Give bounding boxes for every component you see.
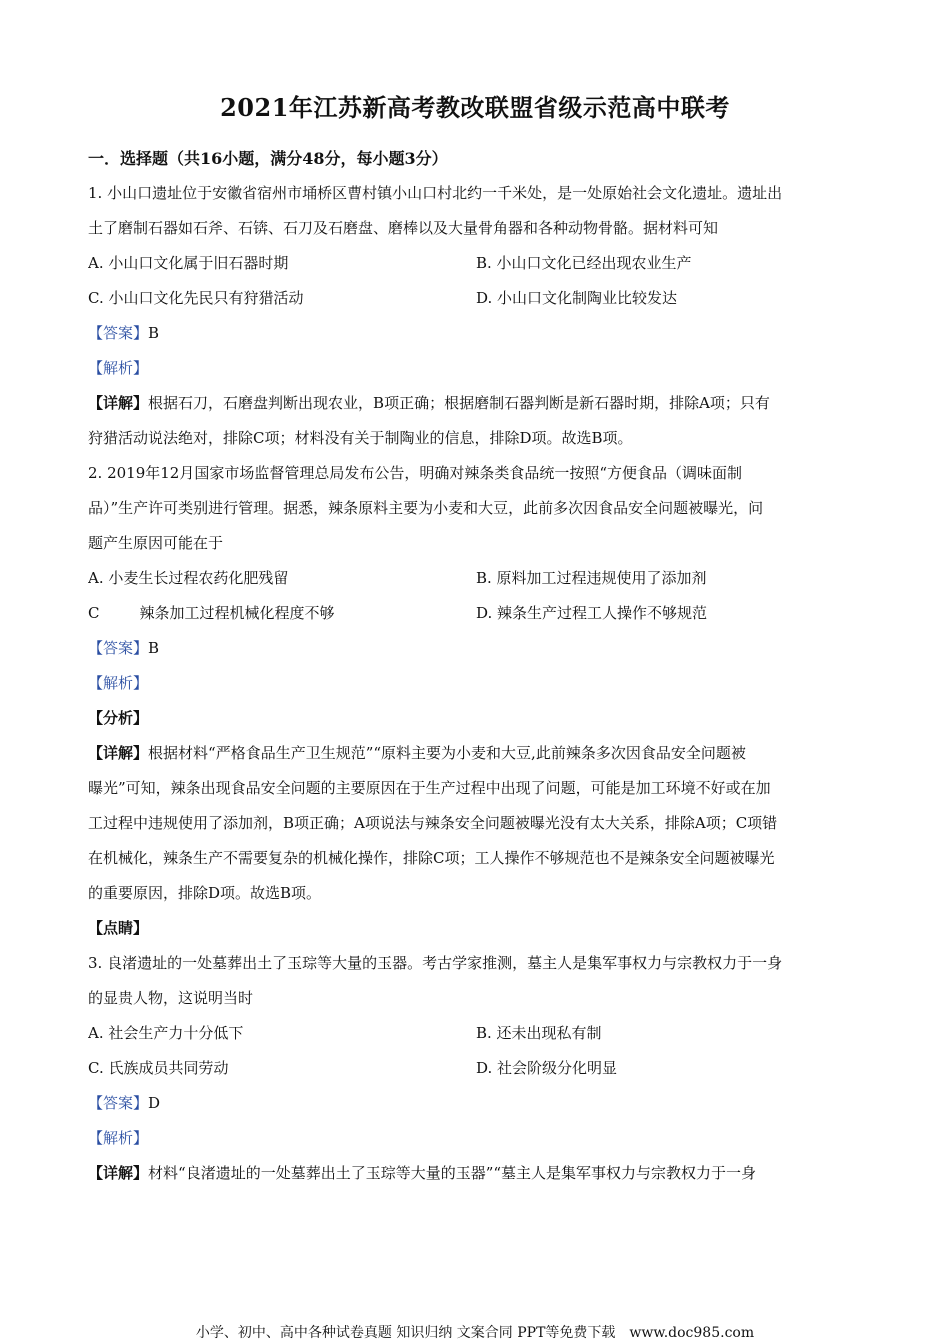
answer-line: 【答案】D <box>88 1094 161 1112</box>
footer-url[interactable]: www.doc985.com <box>629 1325 755 1341</box>
analysis-label: 解析 <box>103 359 134 377</box>
detail-line: 的重要原因，排除D项。故选B项。 <box>88 884 322 902</box>
option-b: B. 原料加工过程违规使用了添加剂 <box>476 569 707 587</box>
detail-line: 曝光”可知，辣条出现食品安全问题的主要原因在于生产过程中出现了问题，可能是加工环境不好或在加 <box>88 779 771 797</box>
question-stem-line: 3. 良渚遗址的一处墓葬出土了玉琮等大量的玉器。考古学家推测，墓主人是集军事权力与宗教权力于一身 <box>88 954 783 972</box>
options-row <box>88 246 868 281</box>
question-stem-line: 土了磨制石器如石斧、石锛、石刀及石磨盘、磨棒以及大量骨角器和各种动物骨骼。据材料可知 <box>88 219 719 237</box>
detail-line: 【详解】根据石刀，石磨盘判断出现农业，B项正确；根据磨制石器判断是新石器时期，排除A项；只有 <box>88 394 770 412</box>
question-stem-line: 2. 2019年12月国家市场监督管理总局发布公告，明确对辣条类食品统一按照“方便食品（调味面制 <box>88 464 743 482</box>
option-d: D. 小山口文化制陶业比较发达 <box>476 289 678 307</box>
analysis-label: 解析 <box>103 1129 134 1147</box>
option-c-text: 辣条加工过程机械化程度不够 <box>139 604 335 622</box>
options-row <box>88 1051 868 1086</box>
detail-text: 根据石刀，石磨盘判断出现农业，B项正确；根据磨制石器判断是新石器时期，排除A项；只有 <box>148 394 770 412</box>
option-c: C. 氏族成员共同劳动 <box>88 1059 229 1077</box>
fenxi-line: 【分析】 <box>88 709 149 727</box>
option-a: A. 小麦生长过程农药化肥残留 <box>88 569 289 587</box>
option-c-letter: C <box>88 604 100 622</box>
question-3 <box>88 946 868 1191</box>
detail-line: 工过程中违规使用了添加剂，B项正确；A项说法与辣条安全问题被曝光没有太大关系，排除A项；C项错 <box>88 814 778 832</box>
detail-text: 材料“良渚遗址的一处墓葬出土了玉琮等大量的玉器”“墓主人是集军事权力与宗教权力于一身 <box>148 1164 757 1182</box>
options-row <box>88 561 868 596</box>
question-stem-line: 品）”生产许可类别进行管理。据悉，辣条原料主要为小麦和大豆，此前多次因食品安全问题被曝光，问 <box>88 499 764 517</box>
question-stem-line: 题产生原因可能在于 <box>88 534 224 552</box>
option-c: C. 小山口文化先民只有狩猎活动 <box>88 289 304 307</box>
answer-label: 答案 <box>103 324 134 342</box>
option-c <box>88 596 476 631</box>
question-list <box>88 176 868 1191</box>
fenxi-label: 分析 <box>103 709 134 727</box>
question-stem-line: 的显贵人物，这说明当时 <box>88 989 254 1007</box>
detail-line: 在机械化，辣条生产不需要复杂的机械化操作，排除C项；工人操作不够规范也不是辣条安全问题被曝光 <box>88 849 775 867</box>
detail-line: 【详解】根据材料“严格食品生产卫生规范”“原料主要为小麦和大豆,此前辣条多次因食品安全问题被 <box>88 744 746 762</box>
analysis-label: 解析 <box>103 674 134 692</box>
question-1 <box>88 176 868 456</box>
detail-label: 详解 <box>103 1164 134 1182</box>
question-2 <box>88 456 868 946</box>
option-d: D. 社会阶级分化明显 <box>476 1059 618 1077</box>
options-row <box>88 1016 868 1051</box>
analysis-line: 【解析】 <box>88 674 149 692</box>
option-b: B. 还未出现私有制 <box>476 1024 602 1042</box>
section-heading: 一．选择题（共16小题，满分48分，每小题3分） <box>88 149 448 168</box>
answer-line: 【答案】B <box>88 324 160 342</box>
option-b: B. 小山口文化已经出现农业生产 <box>476 254 692 272</box>
footer-text: 小学、初中、高中各种试卷真题 知识归纳 文案合同 PPT等免费下载 <box>195 1325 616 1341</box>
answer-line: 【答案】B <box>88 639 160 657</box>
dianjing-line: 【点睛】 <box>88 919 149 937</box>
analysis-line: 【解析】 <box>88 359 149 377</box>
detail-text: 根据材料“严格食品生产卫生规范”“原料主要为小麦和大豆,此前辣条多次因食品安全问题被 <box>148 744 746 762</box>
dianjing-label: 点睛 <box>103 919 134 937</box>
detail-line: 【详解】材料“良渚遗址的一处墓葬出土了玉琮等大量的玉器”“墓主人是集军事权力与宗教权力于一身 <box>88 1164 757 1182</box>
detail-label: 详解 <box>103 394 134 412</box>
detail-line: 狩猎活动说法绝对，排除C项；材料没有关于制陶业的信息，排除D项。故选B项。 <box>88 429 633 447</box>
option-d: D. 辣条生产过程工人操作不够规范 <box>476 604 708 622</box>
options-row <box>88 281 868 316</box>
option-a: A. 小山口文化属于旧石器时期 <box>88 254 289 272</box>
question-stem-line: 1. 小山口遗址位于安徽省宿州市埇桥区曹村镇小山口村北约一千米处，是一处原始社会文化遗址。遗址出 <box>88 184 783 202</box>
option-a: A. 社会生产力十分低下 <box>88 1024 244 1042</box>
analysis-line: 【解析】 <box>88 1129 149 1147</box>
answer-value: D <box>148 1094 161 1112</box>
options-row <box>88 596 868 631</box>
answer-value: B <box>148 324 160 342</box>
detail-label: 详解 <box>103 744 134 762</box>
answer-label: 答案 <box>103 639 134 657</box>
answer-value: B <box>148 639 160 657</box>
page-title: 2021年江苏新高考教改联盟省级示范高中联考 <box>220 93 730 122</box>
answer-label: 答案 <box>103 1094 134 1112</box>
page-footer <box>0 1322 950 1342</box>
